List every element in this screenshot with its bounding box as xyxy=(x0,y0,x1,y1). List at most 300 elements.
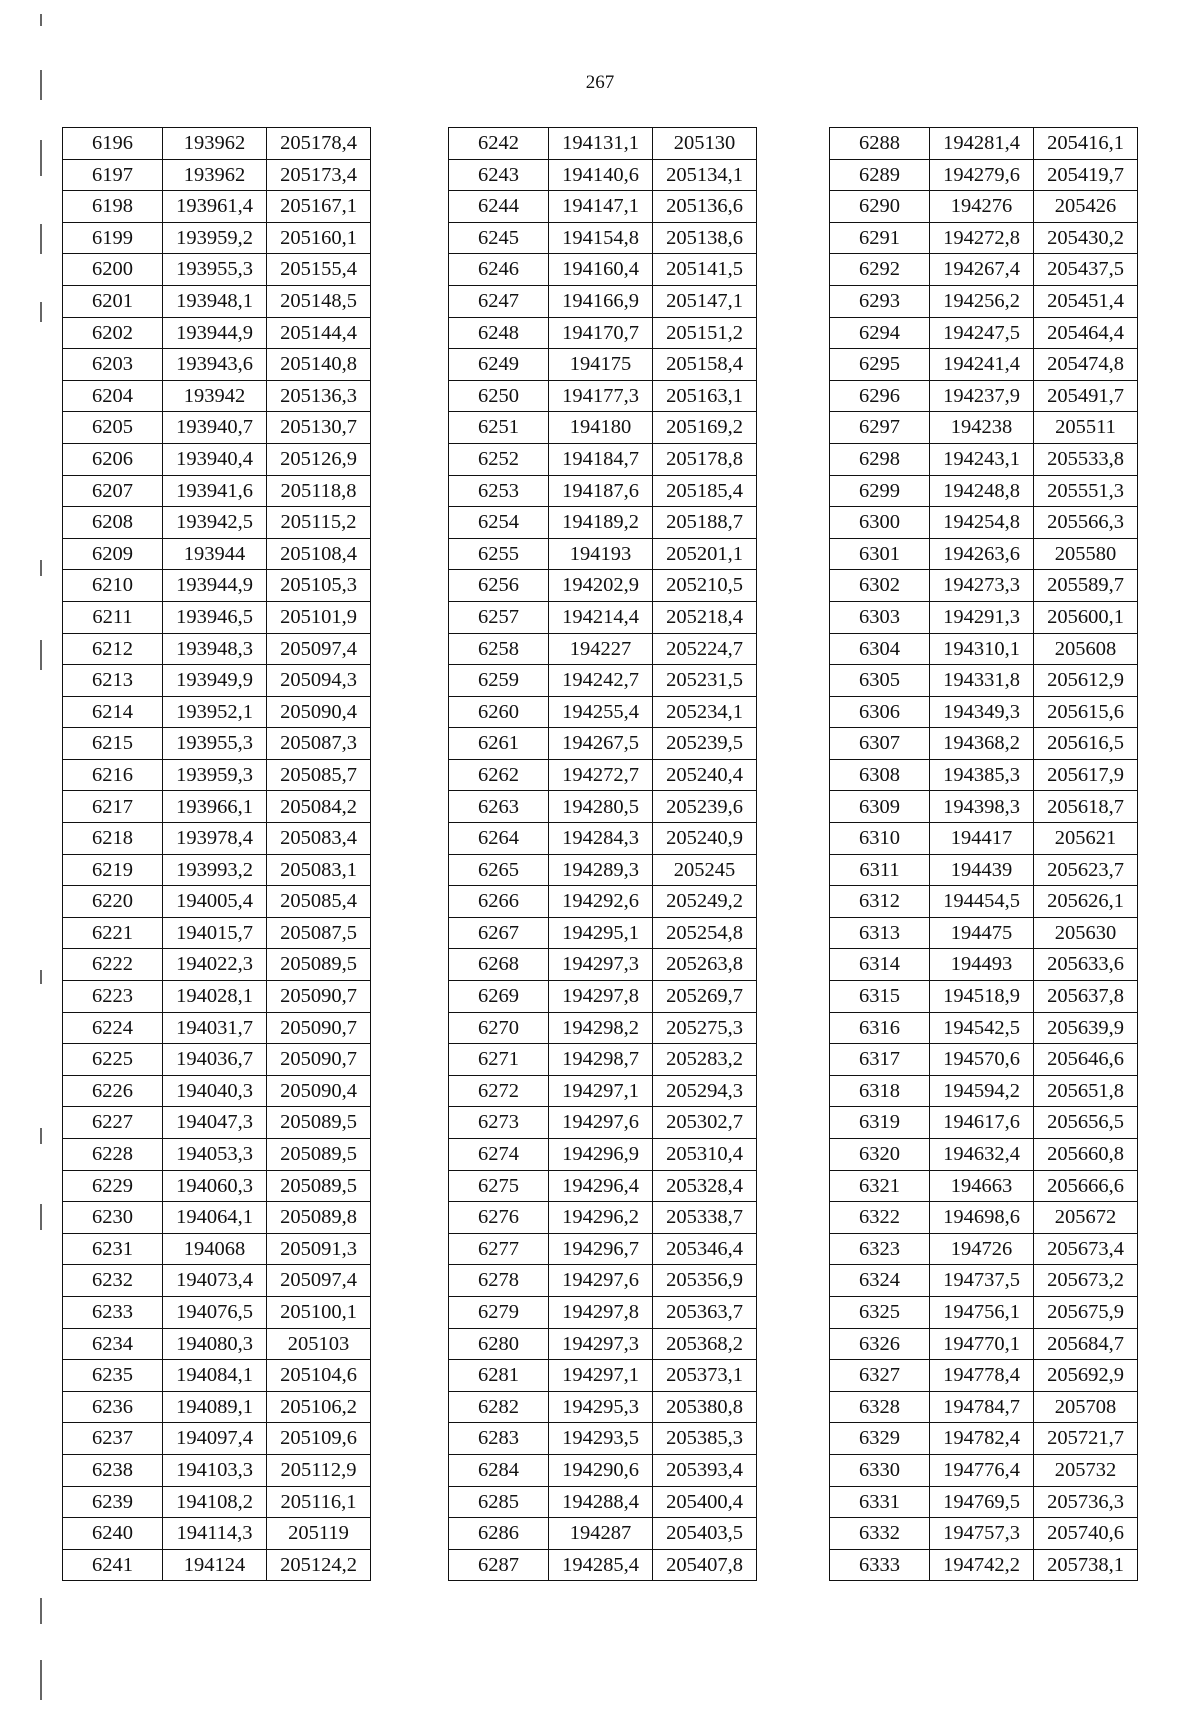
x-coordinate-cell: 194784,7 xyxy=(930,1391,1034,1423)
point-number-cell: 6208 xyxy=(63,507,163,539)
point-number-cell: 6293 xyxy=(830,285,930,317)
table-row xyxy=(830,1360,1138,1392)
y-coordinate-cell: 205310,4 xyxy=(653,1139,757,1171)
x-coordinate-cell: 194297,1 xyxy=(549,1360,653,1392)
x-coordinate-cell: 194254,8 xyxy=(930,507,1034,539)
x-coordinate-cell: 194776,4 xyxy=(930,1454,1034,1486)
margin-scan-mark xyxy=(40,224,42,254)
y-coordinate-cell: 205160,1 xyxy=(267,222,371,254)
x-coordinate-cell: 194175 xyxy=(549,349,653,381)
y-coordinate-cell: 205419,7 xyxy=(1034,159,1138,191)
y-coordinate-cell: 205533,8 xyxy=(1034,443,1138,475)
x-coordinate-cell: 194255,4 xyxy=(549,696,653,728)
x-coordinate-cell: 194770,1 xyxy=(930,1328,1034,1360)
y-coordinate-cell: 205684,7 xyxy=(1034,1328,1138,1360)
x-coordinate-cell: 194290,6 xyxy=(549,1454,653,1486)
point-number-cell: 6301 xyxy=(830,538,930,570)
table-row xyxy=(830,1107,1138,1139)
table-row xyxy=(449,349,757,381)
x-coordinate-cell: 194518,9 xyxy=(930,981,1034,1013)
y-coordinate-cell: 205637,8 xyxy=(1034,981,1138,1013)
point-number-cell: 6273 xyxy=(449,1107,549,1139)
table-row xyxy=(830,1391,1138,1423)
y-coordinate-cell: 205101,9 xyxy=(267,601,371,633)
y-coordinate-cell: 205254,8 xyxy=(653,917,757,949)
y-coordinate-cell: 205437,5 xyxy=(1034,254,1138,286)
coordinates-table-3 xyxy=(829,127,1138,1581)
y-coordinate-cell: 205089,5 xyxy=(267,949,371,981)
table-row xyxy=(830,128,1138,160)
table-row xyxy=(449,443,757,475)
y-coordinate-cell: 205147,1 xyxy=(653,285,757,317)
x-coordinate-cell: 194297,8 xyxy=(549,1296,653,1328)
y-coordinate-cell: 205234,1 xyxy=(653,696,757,728)
point-number-cell: 6226 xyxy=(63,1075,163,1107)
x-coordinate-cell: 193941,6 xyxy=(163,475,267,507)
margin-scan-mark xyxy=(40,140,42,176)
table-row xyxy=(63,1170,371,1202)
table-row xyxy=(63,1328,371,1360)
x-coordinate-cell: 194022,3 xyxy=(163,949,267,981)
point-number-cell: 6264 xyxy=(449,823,549,855)
y-coordinate-cell: 205616,5 xyxy=(1034,728,1138,760)
y-coordinate-cell: 205130 xyxy=(653,128,757,160)
point-number-cell: 6213 xyxy=(63,665,163,697)
coordinates-table-1 xyxy=(62,127,371,1581)
y-coordinate-cell: 205451,4 xyxy=(1034,285,1138,317)
y-coordinate-cell: 205089,5 xyxy=(267,1139,371,1171)
point-number-cell: 6266 xyxy=(449,886,549,918)
point-number-cell: 6199 xyxy=(63,222,163,254)
point-number-cell: 6277 xyxy=(449,1233,549,1265)
point-number-cell: 6296 xyxy=(830,380,930,412)
point-number-cell: 6254 xyxy=(449,507,549,539)
x-coordinate-cell: 194297,6 xyxy=(549,1265,653,1297)
table-row xyxy=(63,507,371,539)
table-row xyxy=(63,601,371,633)
point-number-cell: 6220 xyxy=(63,886,163,918)
point-number-cell: 6207 xyxy=(63,475,163,507)
table-row xyxy=(63,317,371,349)
table-row xyxy=(449,538,757,570)
y-coordinate-cell: 205178,4 xyxy=(267,128,371,160)
point-number-cell: 6215 xyxy=(63,728,163,760)
x-coordinate-cell: 194542,5 xyxy=(930,1012,1034,1044)
table-row xyxy=(830,443,1138,475)
point-number-cell: 6306 xyxy=(830,696,930,728)
y-coordinate-cell: 205218,4 xyxy=(653,601,757,633)
table-row xyxy=(63,759,371,791)
x-coordinate-cell: 194068 xyxy=(163,1233,267,1265)
x-coordinate-cell: 194280,5 xyxy=(549,791,653,823)
table-row xyxy=(830,1423,1138,1455)
x-coordinate-cell: 193962 xyxy=(163,128,267,160)
table-row xyxy=(830,1486,1138,1518)
x-coordinate-cell: 193944,9 xyxy=(163,570,267,602)
x-coordinate-cell: 194131,1 xyxy=(549,128,653,160)
y-coordinate-cell: 205302,7 xyxy=(653,1107,757,1139)
point-number-cell: 6294 xyxy=(830,317,930,349)
table-row xyxy=(449,1296,757,1328)
point-number-cell: 6289 xyxy=(830,159,930,191)
y-coordinate-cell: 205163,1 xyxy=(653,380,757,412)
x-coordinate-cell: 194726 xyxy=(930,1233,1034,1265)
y-coordinate-cell: 205239,5 xyxy=(653,728,757,760)
y-coordinate-cell: 205464,4 xyxy=(1034,317,1138,349)
point-number-cell: 6203 xyxy=(63,349,163,381)
x-coordinate-cell: 194298,2 xyxy=(549,1012,653,1044)
x-coordinate-cell: 193959,2 xyxy=(163,222,267,254)
x-coordinate-cell: 194663 xyxy=(930,1170,1034,1202)
point-number-cell: 6236 xyxy=(63,1391,163,1423)
y-coordinate-cell: 205084,2 xyxy=(267,791,371,823)
x-coordinate-cell: 193944 xyxy=(163,538,267,570)
y-coordinate-cell: 205087,5 xyxy=(267,917,371,949)
y-coordinate-cell: 205626,1 xyxy=(1034,886,1138,918)
x-coordinate-cell: 194782,4 xyxy=(930,1423,1034,1455)
y-coordinate-cell: 205732 xyxy=(1034,1454,1138,1486)
y-coordinate-cell: 205430,2 xyxy=(1034,222,1138,254)
table-row xyxy=(63,538,371,570)
point-number-cell: 6234 xyxy=(63,1328,163,1360)
x-coordinate-cell: 194287 xyxy=(549,1518,653,1550)
x-coordinate-cell: 194047,3 xyxy=(163,1107,267,1139)
x-coordinate-cell: 194737,5 xyxy=(930,1265,1034,1297)
y-coordinate-cell: 205269,7 xyxy=(653,981,757,1013)
table-row xyxy=(449,665,757,697)
y-coordinate-cell: 205091,3 xyxy=(267,1233,371,1265)
table-row xyxy=(830,1296,1138,1328)
x-coordinate-cell: 193948,3 xyxy=(163,633,267,665)
point-number-cell: 6307 xyxy=(830,728,930,760)
y-coordinate-cell: 205511 xyxy=(1034,412,1138,444)
table-row xyxy=(449,1328,757,1360)
point-number-cell: 6325 xyxy=(830,1296,930,1328)
y-coordinate-cell: 205666,6 xyxy=(1034,1170,1138,1202)
table-row xyxy=(830,1139,1138,1171)
table-row xyxy=(449,1139,757,1171)
x-coordinate-cell: 194166,9 xyxy=(549,285,653,317)
x-coordinate-cell: 194256,2 xyxy=(930,285,1034,317)
y-coordinate-cell: 205138,6 xyxy=(653,222,757,254)
y-coordinate-cell: 205474,8 xyxy=(1034,349,1138,381)
point-number-cell: 6312 xyxy=(830,886,930,918)
table-row xyxy=(830,1170,1138,1202)
y-coordinate-cell: 205639,9 xyxy=(1034,1012,1138,1044)
y-coordinate-cell: 205675,9 xyxy=(1034,1296,1138,1328)
y-coordinate-cell: 205105,3 xyxy=(267,570,371,602)
y-coordinate-cell: 205589,7 xyxy=(1034,570,1138,602)
x-coordinate-cell: 194293,5 xyxy=(549,1423,653,1455)
x-coordinate-cell: 194114,3 xyxy=(163,1518,267,1550)
x-coordinate-cell: 194297,3 xyxy=(549,949,653,981)
y-coordinate-cell: 205169,2 xyxy=(653,412,757,444)
point-number-cell: 6265 xyxy=(449,854,549,886)
x-coordinate-cell: 194276 xyxy=(930,191,1034,223)
point-number-cell: 6267 xyxy=(449,917,549,949)
table-row xyxy=(63,1233,371,1265)
x-coordinate-cell: 193949,9 xyxy=(163,665,267,697)
table-row xyxy=(449,507,757,539)
y-coordinate-cell: 205140,8 xyxy=(267,349,371,381)
x-coordinate-cell: 194368,2 xyxy=(930,728,1034,760)
y-coordinate-cell: 205736,3 xyxy=(1034,1486,1138,1518)
table-row xyxy=(449,412,757,444)
point-number-cell: 6249 xyxy=(449,349,549,381)
y-coordinate-cell: 205630 xyxy=(1034,917,1138,949)
y-coordinate-cell: 205673,2 xyxy=(1034,1265,1138,1297)
x-coordinate-cell: 194297,1 xyxy=(549,1075,653,1107)
table-row xyxy=(449,1265,757,1297)
y-coordinate-cell: 205085,4 xyxy=(267,886,371,918)
point-number-cell: 6197 xyxy=(63,159,163,191)
x-coordinate-cell: 194292,6 xyxy=(549,886,653,918)
point-number-cell: 6251 xyxy=(449,412,549,444)
table-row xyxy=(63,1518,371,1550)
table-row xyxy=(63,791,371,823)
table-row xyxy=(449,1107,757,1139)
point-number-cell: 6291 xyxy=(830,222,930,254)
y-coordinate-cell: 205097,4 xyxy=(267,1265,371,1297)
point-number-cell: 6211 xyxy=(63,601,163,633)
point-number-cell: 6320 xyxy=(830,1139,930,1171)
point-number-cell: 6227 xyxy=(63,1107,163,1139)
table-row xyxy=(63,1391,371,1423)
y-coordinate-cell: 205551,3 xyxy=(1034,475,1138,507)
x-coordinate-cell: 194493 xyxy=(930,949,1034,981)
table-row xyxy=(449,1423,757,1455)
x-coordinate-cell: 194073,4 xyxy=(163,1265,267,1297)
table-row xyxy=(449,601,757,633)
point-number-cell: 6323 xyxy=(830,1233,930,1265)
table-row xyxy=(449,1012,757,1044)
x-coordinate-cell: 194331,8 xyxy=(930,665,1034,697)
point-number-cell: 6214 xyxy=(63,696,163,728)
margin-scan-mark xyxy=(40,1204,42,1230)
point-number-cell: 6310 xyxy=(830,823,930,855)
y-coordinate-cell: 205385,3 xyxy=(653,1423,757,1455)
point-number-cell: 6311 xyxy=(830,854,930,886)
table-row xyxy=(449,159,757,191)
table-row xyxy=(830,886,1138,918)
table-row xyxy=(449,981,757,1013)
table-row xyxy=(63,696,371,728)
y-coordinate-cell: 205108,4 xyxy=(267,538,371,570)
table-row xyxy=(830,601,1138,633)
margin-scan-mark xyxy=(40,560,42,576)
x-coordinate-cell: 194295,1 xyxy=(549,917,653,949)
table-row xyxy=(449,254,757,286)
table-row xyxy=(63,665,371,697)
table-row xyxy=(63,981,371,1013)
x-coordinate-cell: 194170,7 xyxy=(549,317,653,349)
x-coordinate-cell: 194570,6 xyxy=(930,1044,1034,1076)
table-row xyxy=(63,1012,371,1044)
x-coordinate-cell: 194241,4 xyxy=(930,349,1034,381)
point-number-cell: 6235 xyxy=(63,1360,163,1392)
x-coordinate-cell: 194147,1 xyxy=(549,191,653,223)
table-row xyxy=(63,1454,371,1486)
table-row xyxy=(449,1360,757,1392)
table-row xyxy=(449,1549,757,1581)
point-number-cell: 6198 xyxy=(63,191,163,223)
x-coordinate-cell: 194189,2 xyxy=(549,507,653,539)
point-number-cell: 6317 xyxy=(830,1044,930,1076)
table-row xyxy=(449,823,757,855)
table-row xyxy=(449,1233,757,1265)
table-row xyxy=(830,665,1138,697)
margin-scan-mark xyxy=(40,640,42,670)
point-number-cell: 6205 xyxy=(63,412,163,444)
point-number-cell: 6321 xyxy=(830,1170,930,1202)
point-number-cell: 6276 xyxy=(449,1202,549,1234)
margin-scan-mark xyxy=(40,1660,42,1700)
table-row xyxy=(449,128,757,160)
point-number-cell: 6263 xyxy=(449,791,549,823)
x-coordinate-cell: 194439 xyxy=(930,854,1034,886)
y-coordinate-cell: 205407,8 xyxy=(653,1549,757,1581)
table-row xyxy=(63,917,371,949)
point-number-cell: 6245 xyxy=(449,222,549,254)
x-coordinate-cell: 194285,4 xyxy=(549,1549,653,1581)
y-coordinate-cell: 205263,8 xyxy=(653,949,757,981)
x-coordinate-cell: 194594,2 xyxy=(930,1075,1034,1107)
point-number-cell: 6304 xyxy=(830,633,930,665)
table-row xyxy=(63,1044,371,1076)
point-number-cell: 6230 xyxy=(63,1202,163,1234)
point-number-cell: 6333 xyxy=(830,1549,930,1581)
x-coordinate-cell: 194028,1 xyxy=(163,981,267,1013)
y-coordinate-cell: 205491,7 xyxy=(1034,380,1138,412)
point-number-cell: 6297 xyxy=(830,412,930,444)
x-coordinate-cell: 193955,3 xyxy=(163,728,267,760)
y-coordinate-cell: 205124,2 xyxy=(267,1549,371,1581)
y-coordinate-cell: 205294,3 xyxy=(653,1075,757,1107)
table-row xyxy=(63,128,371,160)
point-number-cell: 6303 xyxy=(830,601,930,633)
point-number-cell: 6243 xyxy=(449,159,549,191)
point-number-cell: 6288 xyxy=(830,128,930,160)
x-coordinate-cell: 194272,8 xyxy=(930,222,1034,254)
x-coordinate-cell: 194617,6 xyxy=(930,1107,1034,1139)
y-coordinate-cell: 205090,4 xyxy=(267,696,371,728)
y-coordinate-cell: 205136,3 xyxy=(267,380,371,412)
x-coordinate-cell: 194160,4 xyxy=(549,254,653,286)
y-coordinate-cell: 205275,3 xyxy=(653,1012,757,1044)
table-row xyxy=(449,191,757,223)
y-coordinate-cell: 205158,4 xyxy=(653,349,757,381)
x-coordinate-cell: 193942 xyxy=(163,380,267,412)
point-number-cell: 6326 xyxy=(830,1328,930,1360)
x-coordinate-cell: 194298,7 xyxy=(549,1044,653,1076)
table-row xyxy=(63,380,371,412)
table-row xyxy=(830,285,1138,317)
table-row xyxy=(449,917,757,949)
x-coordinate-cell: 194296,2 xyxy=(549,1202,653,1234)
x-coordinate-cell: 194291,3 xyxy=(930,601,1034,633)
y-coordinate-cell: 205239,6 xyxy=(653,791,757,823)
y-coordinate-cell: 205103 xyxy=(267,1328,371,1360)
x-coordinate-cell: 194349,3 xyxy=(930,696,1034,728)
y-coordinate-cell: 205085,7 xyxy=(267,759,371,791)
x-coordinate-cell: 194243,1 xyxy=(930,443,1034,475)
y-coordinate-cell: 205346,4 xyxy=(653,1233,757,1265)
x-coordinate-cell: 194084,1 xyxy=(163,1360,267,1392)
y-coordinate-cell: 205097,4 xyxy=(267,633,371,665)
coordinates-table-2 xyxy=(448,127,757,1581)
x-coordinate-cell: 193993,2 xyxy=(163,854,267,886)
table-row xyxy=(449,886,757,918)
table-row xyxy=(63,1296,371,1328)
point-number-cell: 6270 xyxy=(449,1012,549,1044)
x-coordinate-cell: 194272,7 xyxy=(549,759,653,791)
y-coordinate-cell: 205240,9 xyxy=(653,823,757,855)
margin-scan-mark xyxy=(40,1128,42,1144)
table-row xyxy=(449,1518,757,1550)
point-number-cell: 6210 xyxy=(63,570,163,602)
y-coordinate-cell: 205173,4 xyxy=(267,159,371,191)
x-coordinate-cell: 194296,9 xyxy=(549,1139,653,1171)
point-number-cell: 6290 xyxy=(830,191,930,223)
table-row xyxy=(63,412,371,444)
table-row xyxy=(449,1391,757,1423)
table-row xyxy=(449,1170,757,1202)
point-number-cell: 6269 xyxy=(449,981,549,1013)
x-coordinate-cell: 194297,3 xyxy=(549,1328,653,1360)
x-coordinate-cell: 194180 xyxy=(549,412,653,444)
y-coordinate-cell: 205673,4 xyxy=(1034,1233,1138,1265)
point-number-cell: 6209 xyxy=(63,538,163,570)
point-number-cell: 6275 xyxy=(449,1170,549,1202)
y-coordinate-cell: 205240,4 xyxy=(653,759,757,791)
y-coordinate-cell: 205656,5 xyxy=(1034,1107,1138,1139)
x-coordinate-cell: 194214,4 xyxy=(549,601,653,633)
table-row xyxy=(63,443,371,475)
x-coordinate-cell: 194263,6 xyxy=(930,538,1034,570)
point-number-cell: 6299 xyxy=(830,475,930,507)
x-coordinate-cell: 194064,1 xyxy=(163,1202,267,1234)
y-coordinate-cell: 205083,4 xyxy=(267,823,371,855)
point-number-cell: 6256 xyxy=(449,570,549,602)
x-coordinate-cell: 194454,5 xyxy=(930,886,1034,918)
table-row xyxy=(449,285,757,317)
table-row xyxy=(449,570,757,602)
table-row xyxy=(449,222,757,254)
x-coordinate-cell: 194238 xyxy=(930,412,1034,444)
point-number-cell: 6217 xyxy=(63,791,163,823)
point-number-cell: 6253 xyxy=(449,475,549,507)
x-coordinate-cell: 194279,6 xyxy=(930,159,1034,191)
table-row xyxy=(830,1518,1138,1550)
x-coordinate-cell: 194097,4 xyxy=(163,1423,267,1455)
point-number-cell: 6219 xyxy=(63,854,163,886)
point-number-cell: 6201 xyxy=(63,285,163,317)
margin-scan-mark xyxy=(40,1598,42,1624)
x-coordinate-cell: 194076,5 xyxy=(163,1296,267,1328)
table-row xyxy=(63,1265,371,1297)
point-number-cell: 6216 xyxy=(63,759,163,791)
point-number-cell: 6221 xyxy=(63,917,163,949)
point-number-cell: 6283 xyxy=(449,1423,549,1455)
x-coordinate-cell: 194297,8 xyxy=(549,981,653,1013)
point-number-cell: 6272 xyxy=(449,1075,549,1107)
y-coordinate-cell: 205130,7 xyxy=(267,412,371,444)
x-coordinate-cell: 194757,3 xyxy=(930,1518,1034,1550)
table-row xyxy=(449,1202,757,1234)
y-coordinate-cell: 205612,9 xyxy=(1034,665,1138,697)
x-coordinate-cell: 194248,8 xyxy=(930,475,1034,507)
x-coordinate-cell: 194202,9 xyxy=(549,570,653,602)
